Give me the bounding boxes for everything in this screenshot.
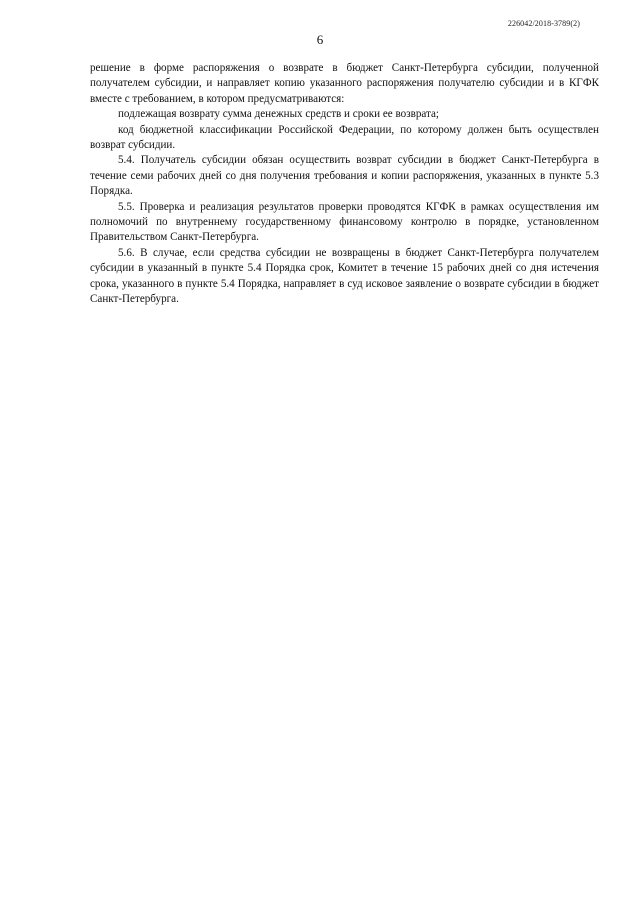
paragraph-5-5: 5.5. Проверка и реализация результатов проверки проводятся КГФК в рамках осуществления им полномочий по внутреннему государственному финансовому контролю в порядке, установленном Правительством Санкт-Петербурга. bbox=[90, 200, 599, 244]
document-body bbox=[90, 61, 599, 308]
paragraph-5-4: 5.4. Получатель субсидии обязан осуществить возврат субсидии в бюджет Санкт-Петербурга в течение семи рабочих дней со дня получения требования и копии распоряжения, указанных в пункте 5.3 Порядка. bbox=[90, 154, 599, 198]
paragraph-budget-code: код бюджетной классификации Российской Федерации, по которому должен быть осуществлен возврат субсидии. bbox=[90, 123, 599, 152]
paragraph-continuation: решение в форме распоряжения о возврате в бюджет Санкт-Петербурга субсидии, полученной получателем субсидии, и направляет копию указанного распоряжения получателю субсидии и в КГФК вместе с требованием, в котором предусматриваются: bbox=[90, 62, 599, 105]
paragraph-refund-amount: подлежащая возврату сумма денежных средств и сроки ее возврата; bbox=[118, 108, 440, 121]
document-registration-number: 226042/2018-3789(2) bbox=[507, 19, 580, 28]
paragraph-5-6: 5.6. В случае, если средства субсидии не возвращены в бюджет Санкт-Петербурга получателем субсидии в указанный в пункте 5.4 Порядка срок, Комитет в течение 15 рабочих дней со дня истечения срока, указанного в пункте 5.4 Порядка, направляет в суд исковое заявление о возврате субсидии в бюджет Санкт-Петербурга. bbox=[90, 246, 599, 306]
page-number: 6 bbox=[316, 32, 324, 47]
